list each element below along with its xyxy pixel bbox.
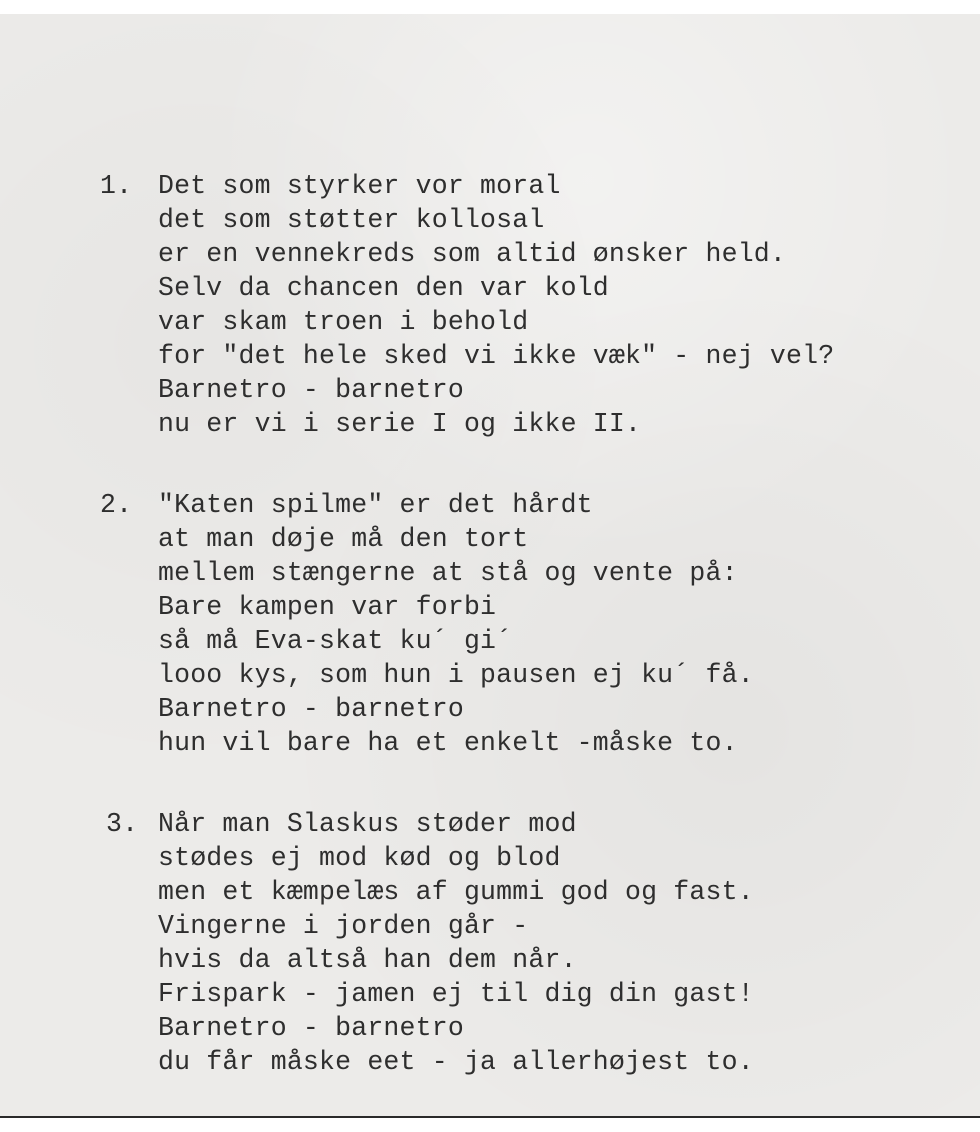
verse-line: du får måske eet - ja allerhøjest to. bbox=[158, 1047, 754, 1077]
verse-line: stødes ej mod kød og blod bbox=[158, 843, 561, 873]
verse-line: at man døje må den tort bbox=[158, 524, 529, 554]
verse-line: Frispark - jamen ej til dig din gast! bbox=[158, 979, 754, 1009]
verse-line: var skam troen i behold bbox=[158, 307, 529, 337]
verse-line: hun vil bare ha et enkelt -måske to. bbox=[158, 728, 738, 758]
verse-line: det som støtter kollosal bbox=[158, 205, 545, 235]
verse-line: for "det hele sked vi ikke væk" - nej vel? bbox=[158, 341, 835, 371]
verse-line: Det som styrker vor moral bbox=[158, 171, 561, 201]
verse-line: "Katen spilme" er det hårdt bbox=[158, 490, 593, 520]
verse-line: Barnetro - barnetro bbox=[158, 694, 464, 724]
verse-line: Bare kampen var forbi bbox=[158, 592, 497, 622]
verse-number: 2. bbox=[100, 490, 133, 520]
verse-line: Selv da chancen den var kold bbox=[158, 273, 609, 303]
verse-number: 3. bbox=[106, 809, 139, 839]
verse-lines bbox=[158, 488, 754, 760]
verse-line: mellem stængerne at stå og vente på: bbox=[158, 558, 738, 588]
verse-line: Når man Slaskus støder mod bbox=[158, 809, 577, 839]
verse-lines bbox=[158, 169, 834, 441]
verse-line: så må Eva-skat ku´ gi´ bbox=[158, 626, 513, 656]
verse-number: 1. bbox=[100, 171, 133, 201]
verse-line: Barnetro - barnetro bbox=[158, 375, 464, 405]
verse-line: hvis da altså han dem når. bbox=[158, 945, 577, 975]
verse-line: er en vennekreds som altid ønsker held. bbox=[158, 239, 787, 269]
typewritten-page bbox=[0, 14, 980, 1118]
verse-line: Barnetro - barnetro bbox=[158, 1013, 464, 1043]
verse-line: Vingerne i jorden går - bbox=[158, 911, 529, 941]
verse-line: looo kys, som hun i pausen ej ku´ få. bbox=[158, 660, 754, 690]
verse-line: men et kæmpelæs af gummi god og fast. bbox=[158, 877, 754, 907]
verse-line: nu er vi i serie I og ikke II. bbox=[158, 409, 642, 439]
verse-lines bbox=[158, 807, 754, 1079]
